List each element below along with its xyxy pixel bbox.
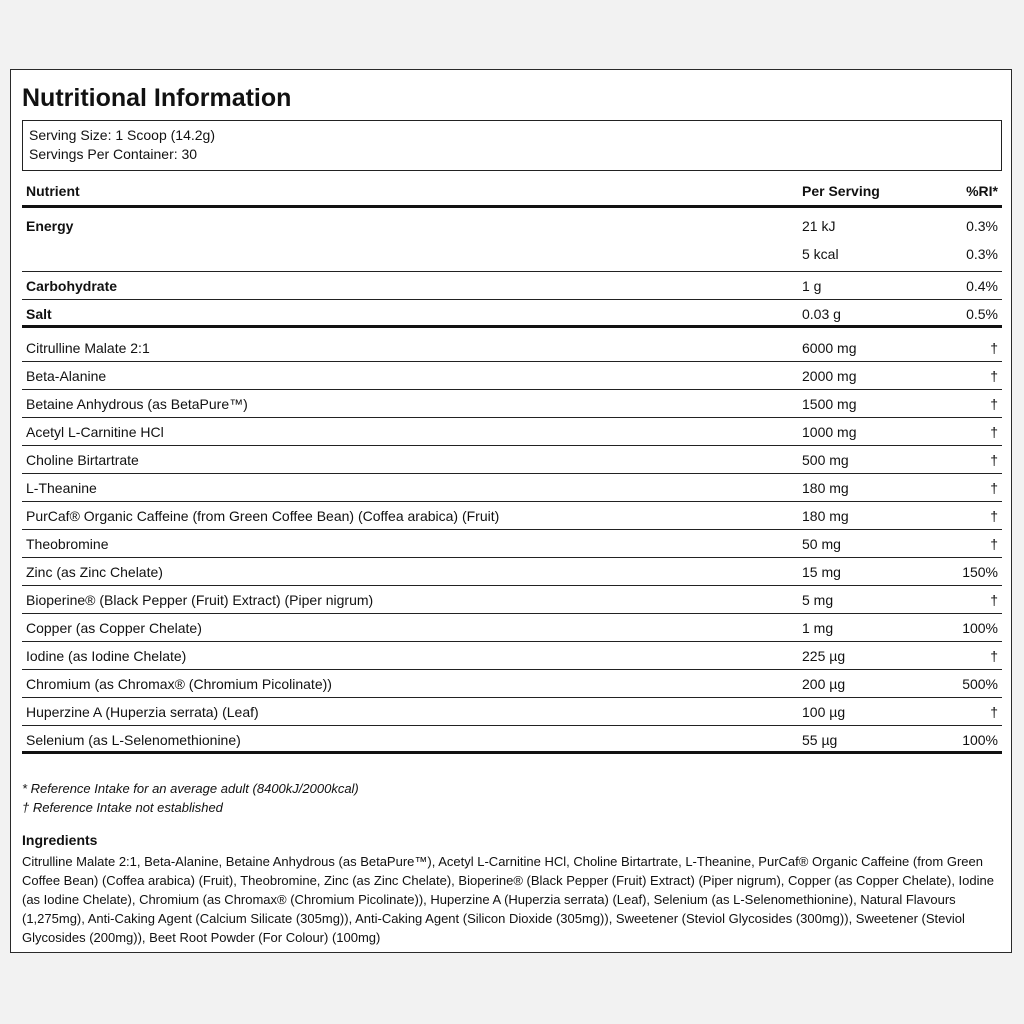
per-serving-value: 180 mg	[802, 480, 849, 496]
ri-value: †	[990, 508, 998, 524]
ingredients-title: Ingredients	[22, 832, 98, 848]
serving-size: Serving Size: 1 Scoop (14.2g)	[29, 127, 215, 143]
servings-per-container: Servings Per Container: 30	[29, 146, 198, 162]
per-serving-value: 225 µg	[802, 648, 846, 664]
table-row	[22, 474, 1002, 502]
nutrition-panel	[10, 69, 1012, 953]
nutrient-name: Theobromine	[26, 536, 109, 552]
per-serving-value: 2000 mg	[802, 368, 857, 384]
header-ri: %RI*	[966, 183, 998, 199]
table-row	[22, 614, 1002, 642]
per-serving-value: 6000 mg	[802, 340, 857, 356]
per-serving-kj: 21 kJ	[802, 218, 836, 234]
table-row-carbohydrate	[22, 272, 1002, 300]
nutrient-name: Chromium (as Chromax® (Chromium Picolinate))	[26, 676, 332, 692]
ri-value: †	[990, 368, 998, 384]
header-per-serving: Per Serving	[802, 183, 880, 199]
nutrient-name: Iodine (as Iodine Chelate)	[26, 648, 187, 664]
page-title: Nutritional Information	[22, 84, 292, 112]
per-serving-value: 5 mg	[802, 592, 834, 608]
table-row	[22, 362, 1002, 390]
ri-kj: 0.3%	[966, 218, 998, 234]
ri-value: †	[990, 452, 998, 468]
ingredient-rows	[22, 328, 1002, 754]
table-header-row	[22, 176, 1002, 208]
ri-value: 100%	[962, 732, 998, 748]
ri-value: †	[990, 340, 998, 356]
table-row	[22, 390, 1002, 418]
nutrient-name: L-Theanine	[26, 480, 97, 496]
ri-value: 150%	[962, 564, 998, 580]
per-serving-value: 180 mg	[802, 508, 849, 524]
per-serving-value: 1500 mg	[802, 396, 857, 412]
nutrient-name: Zinc (as Zinc Chelate)	[26, 564, 163, 580]
serving-info-box	[22, 120, 1002, 171]
nutrient-name: Acetyl L-Carnitine HCl	[26, 424, 164, 440]
nutrient-name: Betaine Anhydrous (as BetaPure™)	[26, 396, 248, 412]
header-nutrient: Nutrient	[26, 183, 80, 199]
per-serving-value: 100 µg	[802, 704, 846, 720]
per-serving-value: 55 µg	[802, 732, 838, 748]
table-row	[22, 502, 1002, 530]
nutrient-name: Selenium (as L-Selenomethionine)	[26, 732, 241, 748]
ri-value: †	[990, 648, 998, 664]
per-serving-value: 500 mg	[802, 452, 849, 468]
ri-value: 500%	[962, 676, 998, 692]
table-row	[22, 670, 1002, 698]
table-row	[22, 418, 1002, 446]
per-serving-value: 200 µg	[802, 676, 846, 692]
nutrient-name: Salt	[26, 306, 52, 322]
table-row	[22, 446, 1002, 474]
nutrient-name: PurCaf® Organic Caffeine (from Green Coffee Bean) (Coffea arabica) (Fruit)	[26, 508, 500, 524]
nutrient-name: Bioperine® (Black Pepper (Fruit) Extract) (Piper nigrum)	[26, 592, 374, 608]
per-serving-value: 1 g	[802, 278, 822, 294]
per-serving-value: 15 mg	[802, 564, 841, 580]
ri-value: †	[990, 536, 998, 552]
table-row-energy	[22, 208, 1002, 272]
nutrient-name: Energy	[26, 218, 74, 234]
footnotes	[22, 779, 359, 817]
table-row	[22, 726, 1002, 754]
ri-value: †	[990, 704, 998, 720]
nutrient-name: Citrulline Malate 2:1	[26, 340, 150, 356]
table-row	[22, 530, 1002, 558]
table-row	[22, 328, 1002, 362]
table-row-salt	[22, 300, 1002, 328]
ri-value: 100%	[962, 620, 998, 636]
ri-footnote: * Reference Intake for an average adult (8400kJ/2000kcal)	[22, 781, 359, 796]
ri-value: †	[990, 592, 998, 608]
dagger-footnote: † Reference Intake not established	[22, 800, 223, 815]
ri-value: 0.5%	[966, 306, 998, 322]
per-serving-value: 1000 mg	[802, 424, 857, 440]
nutrient-name: Beta-Alanine	[26, 368, 107, 384]
table-row	[22, 558, 1002, 586]
ri-kcal: 0.3%	[966, 246, 998, 262]
table-row	[22, 586, 1002, 614]
ri-value: 0.4%	[966, 278, 998, 294]
table-row	[22, 642, 1002, 670]
nutrition-table	[22, 176, 1002, 754]
per-serving-kcal: 5 kcal	[802, 246, 839, 262]
nutrient-name: Huperzine A (Huperzia serrata) (Leaf)	[26, 704, 259, 720]
nutrient-name: Choline Birtartrate	[26, 452, 139, 468]
ingredients-text: Citrulline Malate 2:1, Beta-Alanine, Betaine Anhydrous (as BetaPure™), Acetyl L-Carnitine HCl, Choline Birtartrate, L-Theanine, PurCaf® Organic Caffeine (from Green Coffee Bean) (Coffea arabica) (Fruit), Theobromine, Zinc (as Zinc Chelate), Bioperine® (Black Pepper (Fruit) Extract) (Piper nigrum), Copper (as Copper Chelate), Iodine (as Iodine Chelate), Chromium (as Chromax® (Chromium Picolinate)), Huperzine A (Huperzia serrata) (Leaf), Selenium (as L-Selenomethionine), Natural Flavours (1,275mg), Anti-Caking Agent (Calcium Silicate (305mg)), Anti-Caking Agent (Silicon Dioxide (305mg)), Sweetener (Steviol Glycosides (300mg)), Sweetener (Steviol Glycosides (200mg)), Beet Root Powder (For Colour) (100mg)	[22, 854, 994, 945]
nutrient-name: Copper (as Copper Chelate)	[26, 620, 202, 636]
per-serving-value: 50 mg	[802, 536, 841, 552]
nutrient-name: Carbohydrate	[26, 278, 118, 294]
ri-value: †	[990, 424, 998, 440]
per-serving-value: 0.03 g	[802, 306, 841, 322]
table-row	[22, 698, 1002, 726]
ri-value: †	[990, 396, 998, 412]
per-serving-value: 1 mg	[802, 620, 834, 636]
ri-value: †	[990, 480, 998, 496]
